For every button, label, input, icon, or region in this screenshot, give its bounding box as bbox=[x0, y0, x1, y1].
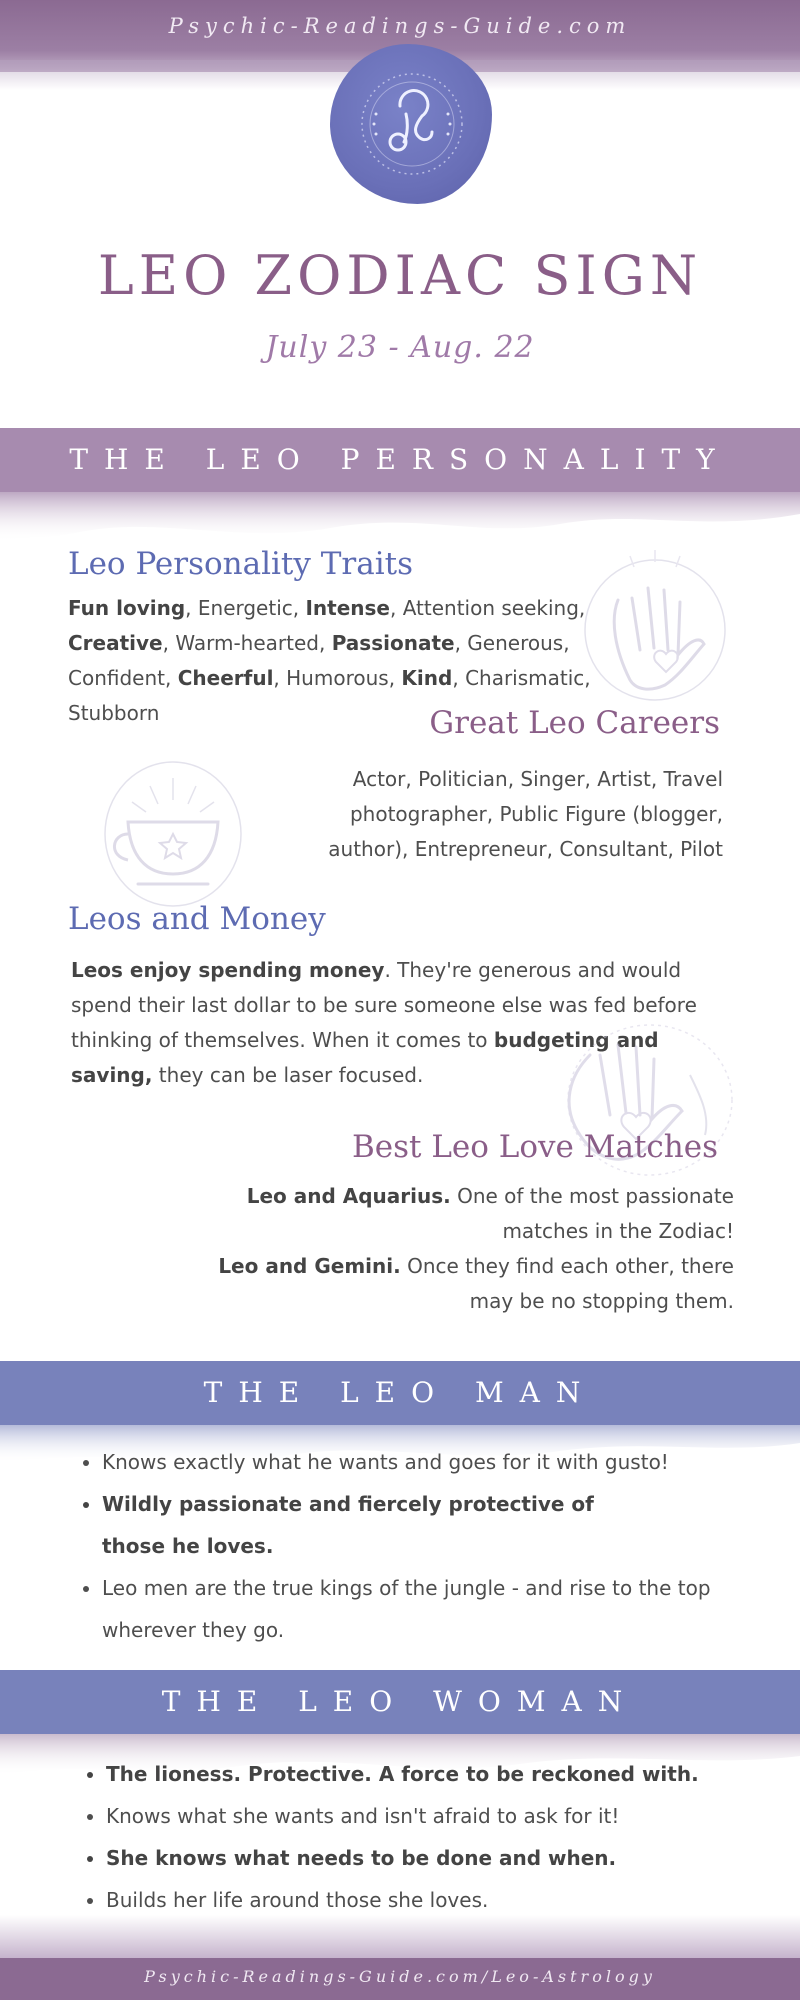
trait-item: Attention seeking bbox=[402, 596, 579, 620]
trait-item: Intense bbox=[305, 596, 390, 620]
love-match-item bbox=[170, 1179, 734, 1249]
trait-item: Fun loving bbox=[68, 596, 186, 620]
traits-list: Fun loving, Energetic, Intense, Attention seeking, Creative, Warm-hearted, Passionate, Generous, Confident, Cheerful, Humorous, Kind, Charismatic, Stubborn bbox=[68, 596, 591, 725]
trait-item: Charismatic bbox=[465, 666, 585, 690]
money-bold-1: Leos enjoy spending money bbox=[71, 958, 385, 982]
traits-heading: Leo Personality Traits bbox=[68, 546, 414, 582]
leo-symbol-icon bbox=[330, 44, 492, 204]
leo-woman-item: • She knows what needs to be done and when. bbox=[106, 1837, 754, 1879]
trait-item: Passionate bbox=[331, 631, 455, 655]
personality-banner: THE LEO PERSONALITY bbox=[0, 428, 800, 492]
money-heading: Leos and Money bbox=[68, 901, 326, 937]
leo-man-item: • Wildly passionate and fiercely protective of those he loves. bbox=[102, 1483, 662, 1567]
careers-heading: Great Leo Careers bbox=[429, 705, 720, 741]
date-range: July 23 - Aug. 22 bbox=[265, 330, 535, 365]
money-bold-2: budgeting and saving, bbox=[71, 1028, 659, 1087]
love-match-bold: Leo and Aquarius. bbox=[246, 1184, 451, 1208]
trait-item: Confident bbox=[68, 666, 165, 690]
trait-item: Kind bbox=[401, 666, 453, 690]
leo-man-item: • Leo men are the true kings of the jungle - and rise to the top wherever they go. bbox=[102, 1567, 722, 1651]
love-match-text: Once they find each other, there may be no stopping them. bbox=[400, 1254, 734, 1313]
leo-man-item: • Knows exactly what he wants and goes for it with gusto! bbox=[102, 1441, 750, 1483]
tea-cup-icon bbox=[98, 756, 248, 911]
trait-item: Stubborn bbox=[68, 701, 160, 725]
love-match-item bbox=[170, 1249, 734, 1319]
footer-url: Psychic-Readings-Guide.com/Leo-Astrology bbox=[144, 1967, 656, 1986]
love-matches bbox=[170, 1179, 734, 1319]
site-name: Psychic-Readings-Guide.com bbox=[168, 14, 632, 38]
money-text-2: they can be laser focused. bbox=[152, 1063, 424, 1087]
love-match-bold: Leo and Gemini. bbox=[218, 1254, 401, 1278]
trait-item: Humorous bbox=[286, 666, 389, 690]
careers-text: Actor, Politician, Singer, Artist, Travel photographer, Public Figure (blogger, author), Entrepreneur, Consultant, Pilot bbox=[328, 767, 723, 861]
page-title: LEO ZODIAC SIGN bbox=[97, 244, 703, 307]
trait-item: Warm-hearted bbox=[175, 631, 319, 655]
leo-woman-banner: THE LEO WOMAN bbox=[0, 1670, 800, 1734]
leo-woman-item: • Builds her life around those she loves. bbox=[106, 1879, 754, 1921]
trait-item: Energetic bbox=[197, 596, 293, 620]
trait-item: Generous bbox=[467, 631, 564, 655]
leo-woman-item: • The lioness. Protective. A force to be reckoned with. bbox=[106, 1753, 754, 1795]
trait-item: Creative bbox=[68, 631, 163, 655]
bottom-wash bbox=[0, 1915, 800, 1960]
leo-man-banner: THE LEO MAN bbox=[0, 1361, 800, 1425]
trait-item: Cheerful bbox=[177, 666, 274, 690]
leo-woman-item: • Knows what she wants and isn't afraid to ask for it! bbox=[106, 1795, 754, 1837]
leo-woman-list bbox=[74, 1753, 754, 1921]
love-heading: Best Leo Love Matches bbox=[351, 1129, 718, 1165]
money-text-1: . They're generous and would spend their last dollar to be sure someone else was fed before thinking of themselves. When it comes to bbox=[71, 958, 697, 1052]
leo-man-list bbox=[70, 1441, 750, 1651]
love-match-text: One of the most passionate matches in the Zodiac! bbox=[450, 1184, 734, 1243]
